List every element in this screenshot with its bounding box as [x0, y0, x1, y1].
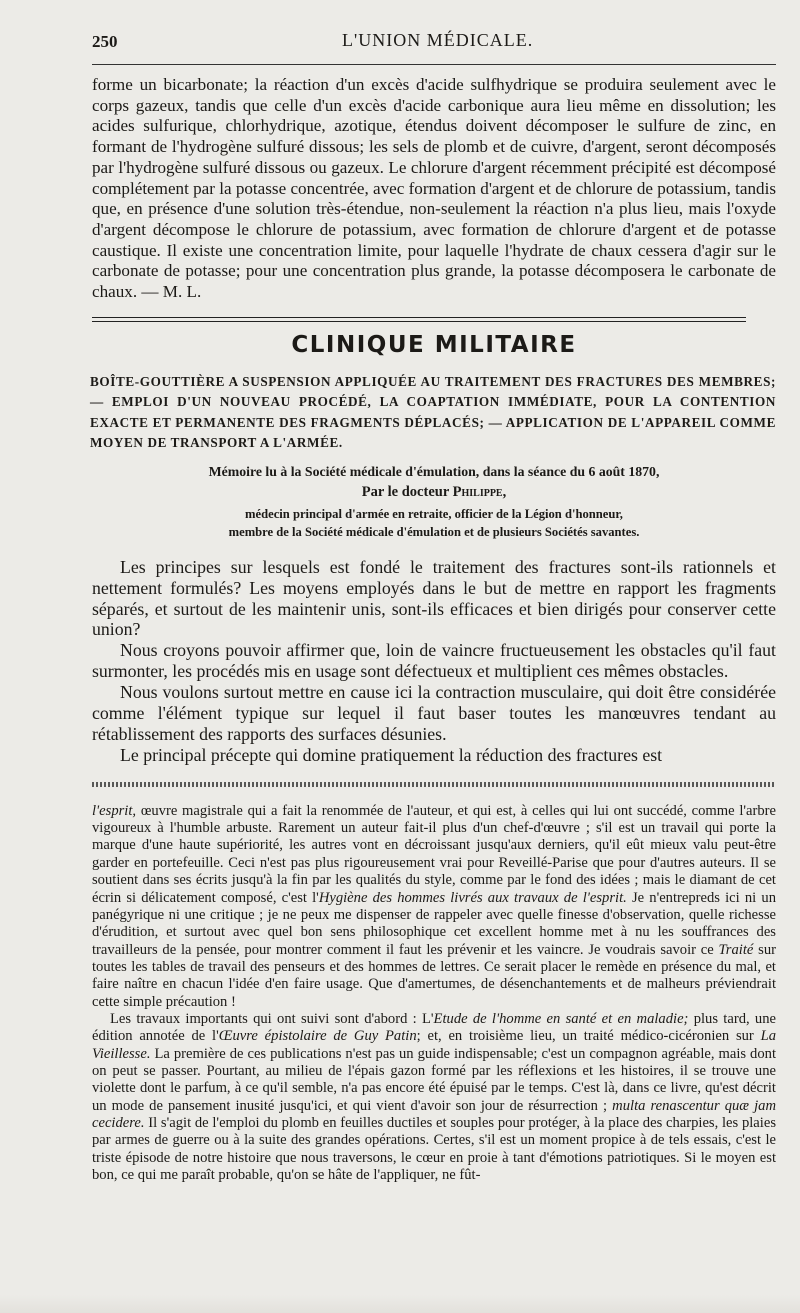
footnote-italic: multa renascentur quæ jam cecidere.: [92, 1097, 777, 1131]
footnote-paragraph: [92, 803, 776, 1011]
footnote-text: œuvre magistrale qui a fait la renommée de l'auteur, et qui est, à celles qui lui ont succédé, comme l'arbre vigoureux à l'humble arbuste. Rarement un auteur fait-il plus d'un chef-d'œuvre ; s'il est un travail qui porte la marque d'une haute supériorité, les autres vont en décroissant jusqu'aux derniers, qu'il eût mieux valu peut-être garder en portefeuille. Ceci n'est pas plus rigoureusement vrai pour Reveillé-Parise que pour d'autres auteurs. Il se soutient dans ses écrits jusqu'à la fin par les qualités du style, comme par le fond des idées ; mais le diamant de cet écrin si délicatement composé, c'est l': [92, 802, 776, 906]
footnote-text: plus tard, une édition annotée de l': [92, 1010, 776, 1045]
author-line: [92, 484, 776, 501]
body-paragraph: Nous croyons pouvoir affirmer que, loin de vaincre fructueusement les obstacles qu'il faut surmonter, les procédés mis en usage sont défectueux et multiplient ces mêmes obstacles.: [92, 640, 776, 682]
author-name: Philippe,: [452, 483, 507, 500]
section-title: CLINIQUE MILITAIRE: [291, 331, 577, 358]
page-bottom-edge: [0, 1295, 800, 1313]
body-paragraph: Nous voulons surtout mettre en cause ici la contraction musculaire, qui doit être considérée comme l'élément typique sur lequel il faut baser toutes les manœuvres tendant au rétablissement des rapports des surfaces désunies.: [92, 682, 776, 744]
top-article-signature: M. L.: [162, 282, 202, 302]
body-paragraph: Le principal précepte qui domine pratiquement la réduction des fractures est: [120, 744, 663, 765]
author-credential-1: médecin principal d'armée en retraite, officier de la Légion d'honneur,: [245, 506, 623, 521]
footnote-block: [92, 803, 776, 1185]
footnote-rule: [92, 782, 776, 787]
footnote-text: Les travaux importants qui ont suivi sont d'abord : L': [110, 1010, 434, 1027]
footnote-paragraph: [92, 1011, 776, 1184]
footnote-italic: Traité: [718, 941, 754, 958]
journal-title: L'UNION MÉDICALE.: [342, 30, 534, 50]
footnote-italic: Hygiène des hommes livrés aux travaux de l'esprit.: [318, 889, 627, 906]
article-body: [92, 557, 776, 766]
author-credential-2: membre de la Société médicale d'émulation et de plusieurs Sociétés savantes.: [228, 524, 640, 539]
footnote-text: Il s'agit de l'emploi du plomb en feuilles ductiles et souples pour protéger, à la place des charpies, les plaies par armes de guerre ou à la suite des grandes opérations. Certes, s'il est un moment propice à de tels essais, c'est le triste épisode de notre histoire que nous traversons, le cœur en proie à tant d'émotions patriotiques. Si le moyen est bon, ce qui me paraît probable, qu'on se hâte de l'appliquer, ne fût-: [92, 1114, 776, 1184]
footnote-italic: Etude de l'homme en santé et en maladie;: [433, 1010, 689, 1027]
memoire-line: Mémoire lu à la Société médicale d'émulation, dans la séance du 6 août 1870,: [208, 463, 660, 479]
body-paragraph: Les principes sur lesquels est fondé le traitement des fractures sont-ils rationnels et nettement formulés? Les moyens employés dans le but de mettre en rapport les fragments séparés, et surtout de les maintenir unis, sont-ils efficaces et bien dirigés pour conserver cette union?: [92, 556, 776, 640]
footnote-italic: Œuvre épistolaire de Guy Patin: [218, 1028, 417, 1045]
footnote-italic: l'esprit,: [92, 802, 137, 819]
top-article-text: [92, 75, 776, 303]
footnote-italic: La Vieillesse.: [92, 1028, 776, 1062]
footnote-text: sur toutes les tables de travail des penseurs et des hommes de lettres. Ce serait placer le remède en présence du mal, et faire naître en chacun l'idée d'en faire usage. Que d'amertumes, de désenchantements et de malheurs préviendrait cette simple précaution !: [92, 941, 776, 1010]
article-heading: BOÎTE-GOUTTIÈRE A SUSPENSION APPLIQUÉE AU TRAITEMENT DES FRACTURES DES MEMBRES; — EMPLOI D'UN NOUVEAU PROCÉDÉ, LA COAPTATION IMMÉDIATE, POUR LA CONTENTION EXACTE ET PERMANENTE DES FRAGMENTS DÉPLACÉS; — APPLICATION DE L'APPAREIL COMME MOYEN DE TRANSPORT A L'ARMÉE.: [90, 373, 776, 451]
author-prefix: Par le docteur: [361, 483, 449, 500]
section-rule: [92, 317, 746, 322]
page-number: 250: [92, 32, 118, 51]
footnote-text: Je n'entrepreds ici ni un panégyrique ni une critique ; je ne peux me dispenser de rappeler avec quelle finesse d'observation, quelle richesse d'érudition, et surtout avec quel bon sens philosophique cet excellent homme met à nu les souffrances des travailleurs de la pensée, pour montrer comment il faut les prévenir et les vaincre. Je voudrais savoir ce: [92, 889, 776, 958]
running-head: [92, 28, 776, 58]
header-rule: [92, 64, 776, 65]
footnote-text: La première de ces publications n'est pas un guide indispensable; c'est un compagnon agréable, mais dont on peut se passer. Pourtant, au milieu de l'épais gazon formé par les réflexions et les histoires, il se trouve une violette dont le parfum, à ce qu'il semble, n'a pas encore été épuisé par le temps. C'est là, dans ce livre, qu'est décrit un mode de pansement inusité jusqu'ici, et qui vient d'avoir son jour de résurrection ;: [92, 1045, 776, 1114]
footnote-text: ; et, en troisième lieu, un traité médico-cicéronien sur: [416, 1028, 761, 1045]
top-article-body: forme un bicarbonate; la réaction d'un excès d'acide sulfhydrique se produira seulement avec le corps gazeux, tandis que celle d'un excès d'acide carbonique aura lieu même en dissolution; les acides sulfurique, chlorhydrique, azotique, étendus doivent décomposer le sulfure de zinc, en formant de l'hydrogène sulfuré dissous; les sels de plomb et de cuivre, d'argent, seront décomposés par l'hydrogène sulfuré dissous ou gazeux. Le chlorure d'argent récemment précipité est décomposé complétement par la potasse concentrée, avec formation d'argent et de chlorure de potassium, tandis que, en présence d'une solution très-étendue, non-seulement la réaction n'a plus lieu, mais l'oxyde d'argent décompose le chlorure de potassium, avec formation de chlorure d'argent et de potasse caustique. Il existe une concentration limite, pour laquelle l'hydrate de chaux cessera d'agir sur le carbonate de potasse; pour une concentration plus grande, la potasse décomposera le carbonate de chaux. —: [92, 75, 776, 302]
